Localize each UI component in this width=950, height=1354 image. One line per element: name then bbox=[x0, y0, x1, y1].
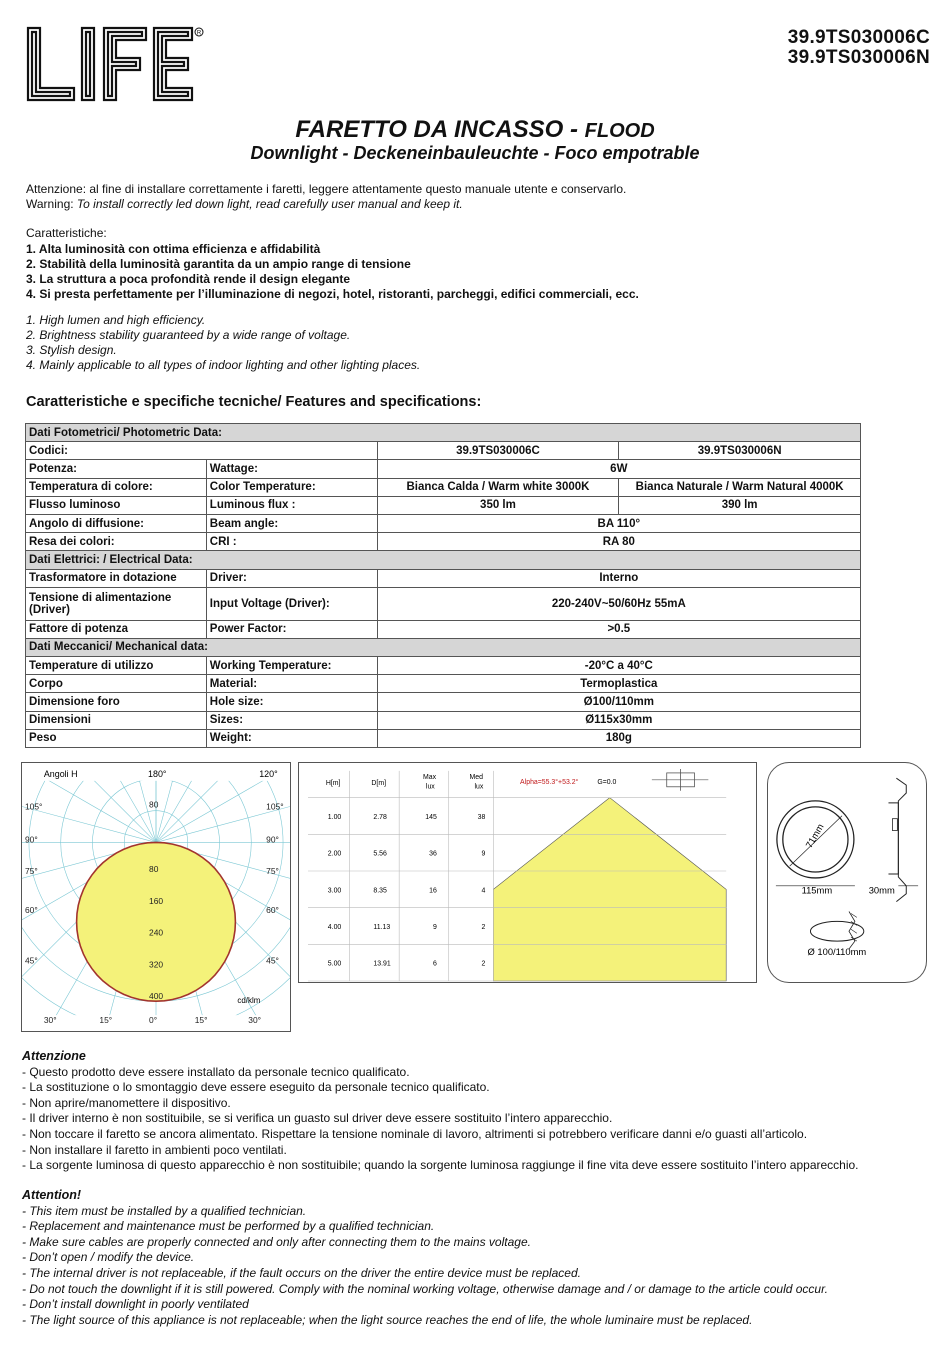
cell-max: 36 bbox=[429, 850, 437, 858]
warnings-it bbox=[22, 1049, 859, 1174]
cell-value: 220-240V~50/60Hz 55mA bbox=[377, 587, 860, 620]
dimension-drawing bbox=[767, 762, 927, 983]
cell-value: 390 lm bbox=[619, 496, 861, 514]
title-main: FARETTO DA INCASSO - bbox=[295, 116, 585, 143]
cell-label: Temperatura di colore: bbox=[26, 478, 207, 496]
table-row bbox=[26, 514, 861, 532]
product-code-c: 39.9TS030006C bbox=[787, 27, 930, 48]
cell-d: 5.56 bbox=[373, 850, 387, 858]
feature-it-4: 4. Si presta perfettamente per l’illuminazione di negozi, hotel, ristoranti, parcheggi, edifici commerciali, ecc. bbox=[26, 287, 639, 301]
cell-label: Angolo di diffusione: bbox=[26, 514, 207, 532]
cell-med: 2 bbox=[481, 960, 486, 968]
warning-en-line: - This item must be installed by a qualified technician. bbox=[22, 1203, 307, 1218]
dim-30: 30mm bbox=[868, 885, 895, 896]
cell-value: -20°C a 40°C bbox=[377, 657, 860, 675]
warning-en-line: - The light source of this appliance is not replaceable; when the light source reaches the end of life, the whole luminaire must be replaced. bbox=[22, 1312, 753, 1327]
cell-h: 1.00 bbox=[327, 813, 342, 821]
warning-it-line: - La sorgente luminosa di questo apparecchio è non sostituibile; quando la sorgente luminosa raggiunge il fine vita deve essere sostituito l’intero apparecchio. bbox=[22, 1158, 859, 1173]
header-med: Med bbox=[469, 773, 483, 781]
angle-label-right: 60° bbox=[266, 904, 279, 915]
title-flood: FLOOD bbox=[584, 120, 655, 142]
cell-label: Sizes: bbox=[206, 711, 377, 729]
angle-label-right: 75° bbox=[266, 866, 279, 877]
header-max: Max bbox=[422, 773, 437, 781]
warning-en-line: - Don’t install downlight in poorly ventilated bbox=[22, 1297, 249, 1312]
table-row bbox=[26, 424, 861, 442]
cell-label: Working Temperature: bbox=[206, 657, 377, 675]
cell-value: >0.5 bbox=[377, 620, 860, 638]
polar-chart bbox=[21, 762, 291, 1032]
angle-label-left: 75° bbox=[24, 866, 38, 877]
section-electrical: Dati Elettrici: / Electrical Data: bbox=[26, 551, 861, 569]
cell-value: 350 lm bbox=[377, 496, 619, 514]
angle-label-bottom: 0° bbox=[149, 1015, 158, 1026]
table-row bbox=[26, 442, 861, 460]
table-row bbox=[26, 638, 861, 656]
page-title bbox=[0, 116, 950, 144]
features-it bbox=[26, 226, 639, 302]
angle-label-left: 105° bbox=[24, 801, 43, 812]
cell-label: Dimensione foro bbox=[26, 693, 207, 711]
table-row bbox=[26, 657, 861, 675]
table-row bbox=[26, 620, 861, 638]
angle-label-bottom: 15° bbox=[194, 1015, 208, 1026]
dim-hole: Ø 100/110mm bbox=[807, 946, 867, 957]
warning-it-line: - Non installare il faretto in ambienti poco ventilati. bbox=[22, 1142, 287, 1157]
cell-value: Interno bbox=[377, 569, 860, 587]
warning-it-line: - Non toccare il faretto se ancora alimentato. Rispettare la tensione nominale di lavoro, altrimenti si potrebbero verificare danni e/o guasti all’articolo. bbox=[22, 1126, 808, 1141]
header-h: H[m] bbox=[325, 779, 341, 787]
product-code-n: 39.9TS030006N bbox=[787, 47, 930, 68]
table-row bbox=[26, 533, 861, 551]
warning-en-line: - Make sure cables are properly connected and only after connecting them to the mains voltage. bbox=[22, 1234, 531, 1249]
angle-label-right: 45° bbox=[266, 955, 279, 966]
cell-label: Fattore di potenza bbox=[26, 620, 207, 638]
dim-115: 115mm bbox=[801, 885, 833, 896]
radial-tick-label: 400 bbox=[149, 991, 164, 1002]
cell-max: 6 bbox=[432, 960, 437, 968]
angle-label-bottom: 30° bbox=[248, 1015, 262, 1026]
warnings-it-heading: Attenzione bbox=[22, 1049, 86, 1063]
cell-label: Codici: bbox=[26, 442, 378, 460]
cell-value: Termoplastica bbox=[377, 675, 860, 693]
cell-label: Input Voltage (Driver): bbox=[206, 587, 377, 620]
cell-label: Beam angle: bbox=[206, 514, 377, 532]
cell-label: Corpo bbox=[26, 675, 207, 693]
spec-table bbox=[25, 423, 861, 748]
angle-label-120: 120° bbox=[259, 768, 278, 779]
cell-h: 4.00 bbox=[327, 923, 342, 931]
radial-tick-label: 80 bbox=[149, 864, 159, 875]
cell-max: 9 bbox=[432, 923, 437, 931]
warnings-en-heading: Attention! bbox=[22, 1188, 82, 1202]
cell-label: Trasformatore in dotazione bbox=[26, 569, 207, 587]
cell-d: 8.35 bbox=[373, 887, 387, 895]
attention-text: al fine di installare correttamente i faretti, leggere attentamente questo manuale utente e conservarlo. bbox=[86, 182, 627, 196]
radial-tick-label: 240 bbox=[149, 927, 164, 938]
cell-h: 3.00 bbox=[327, 887, 342, 895]
angle-label-bottom: 30° bbox=[43, 1015, 57, 1026]
feature-it-3: 3. La struttura a poca profondità rende il design elegante bbox=[26, 272, 351, 286]
table-row bbox=[26, 496, 861, 514]
angle-label-bottom: 15° bbox=[99, 1015, 113, 1026]
header-d: D[m] bbox=[371, 779, 387, 787]
features-en bbox=[26, 313, 420, 373]
specs-title: Caratteristiche e specifiche tecniche/ Features and specifications: bbox=[26, 394, 482, 410]
page-subtitle: Downlight - Deckeneinbauleuchte - Foco empotrable bbox=[250, 143, 700, 163]
section-mechanical: Dati Meccanici/ Mechanical data: bbox=[26, 638, 861, 656]
cell-h: 5.00 bbox=[327, 960, 342, 968]
warning-it-line: - Non aprire/manomettere il dispositivo. bbox=[22, 1095, 231, 1110]
cell-label: Hole size: bbox=[206, 693, 377, 711]
illuminance-chart bbox=[298, 762, 757, 983]
table-row bbox=[26, 587, 861, 620]
warning-en-line: - The internal driver is not replaceable, if the fault occurs on the driver the entire device must be replaced. bbox=[22, 1265, 581, 1280]
cell-value: 180g bbox=[377, 729, 860, 747]
cell-d: 2.78 bbox=[373, 813, 387, 821]
features-heading: Caratteristiche: bbox=[26, 226, 107, 240]
cell-label: Peso bbox=[26, 729, 207, 747]
radial-tick-label: 80 bbox=[149, 799, 159, 810]
cell-label: Potenza: bbox=[26, 460, 207, 478]
attention-label: Attenzione: bbox=[26, 182, 87, 196]
warning-it-line: - La sostituzione o lo smontaggio deve essere eseguito da personale tecnico qualificato. bbox=[22, 1080, 490, 1095]
cell-value: 6W bbox=[377, 460, 860, 478]
table-row bbox=[26, 569, 861, 587]
feature-en-4: 4. Mainly applicable to all types of indoor lighting and other lighting places. bbox=[26, 358, 421, 372]
angle-label-180: 180° bbox=[148, 768, 167, 779]
cell-value: Ø115x30mm bbox=[377, 711, 860, 729]
warning-text: To install correctly led down light, read carefully user manual and keep it. bbox=[73, 197, 463, 211]
warning-en-line: - Don’t open / modify the device. bbox=[22, 1250, 195, 1265]
warning-it-line: - Questo prodotto deve essere installato da personale tecnico qualificato. bbox=[22, 1064, 410, 1079]
cell-d: 13.91 bbox=[373, 960, 391, 968]
table-row bbox=[26, 711, 861, 729]
cell-value: Ø100/110mm bbox=[377, 693, 860, 711]
cell-label: Flusso luminoso bbox=[26, 496, 207, 514]
alpha-label: Alpha=55.3°+53.2° bbox=[520, 778, 579, 786]
warning-en-line: - Do not touch the downlight if it is still powered. Comply with the nominal working voltage, otherwise damage and / or damage to the article could occur. bbox=[22, 1281, 828, 1296]
cell-label: Temperature di utilizzo bbox=[26, 657, 207, 675]
product-codes bbox=[788, 28, 930, 68]
cell-label: Color Temperature: bbox=[206, 478, 377, 496]
polar-spoke bbox=[156, 762, 259, 842]
cell-label: Material: bbox=[206, 675, 377, 693]
angle-label-right: 90° bbox=[266, 834, 279, 845]
cell-value: Bianca Naturale / Warm Natural 4000K bbox=[619, 478, 861, 496]
cell-med: 38 bbox=[477, 813, 486, 821]
table-row bbox=[26, 551, 861, 569]
radial-tick-label: 320 bbox=[149, 959, 164, 970]
feature-en-2: 2. Brightness stability guaranteed by a wide range of voltage. bbox=[26, 328, 351, 342]
cell-label: Driver: bbox=[206, 569, 377, 587]
cell-d: 11.13 bbox=[373, 923, 391, 931]
header-max-lux: lux bbox=[425, 783, 435, 791]
feature-en-3: 3. Stylish design. bbox=[26, 343, 117, 357]
cell-value: 39.9TS030006N bbox=[619, 442, 861, 460]
cell-h: 2.00 bbox=[327, 850, 342, 858]
table-row bbox=[26, 460, 861, 478]
table-row bbox=[26, 693, 861, 711]
dim-71: 71mm bbox=[803, 822, 826, 850]
cell-label: Resa dei colori: bbox=[26, 533, 207, 551]
cell-value: 39.9TS030006C bbox=[377, 442, 619, 460]
cell-label: Tensione di alimentazione (Driver) bbox=[26, 587, 207, 620]
intro bbox=[26, 182, 626, 212]
angle-label-left: 60° bbox=[24, 904, 38, 915]
polar-title: Angoli H bbox=[43, 768, 78, 779]
warnings-en bbox=[22, 1188, 828, 1328]
warning-en-line: - Replacement and maintenance must be performed by a qualified technician. bbox=[22, 1219, 435, 1234]
feature-it-1: 1. Alta luminosità con ottima efficienza e affidabilità bbox=[26, 242, 321, 256]
table-row bbox=[26, 729, 861, 747]
warning-it-line: - Il driver interno è non sostituibile, se si verifica un guasto sul driver deve essere sostituito l’intero apparecchio. bbox=[22, 1111, 613, 1126]
warning-label: Warning: bbox=[26, 197, 74, 211]
cell-value: RA 80 bbox=[377, 533, 860, 551]
cell-label: Wattage: bbox=[206, 460, 377, 478]
cell-value: Bianca Calda / Warm white 3000K bbox=[377, 478, 619, 496]
life-logo bbox=[26, 26, 206, 102]
light-cone bbox=[493, 798, 726, 981]
section-photometric: Dati Fotometrici/ Photometric Data: bbox=[26, 424, 861, 442]
cell-value: BA 110° bbox=[377, 514, 860, 532]
angle-label-left: 45° bbox=[24, 955, 38, 966]
table-row bbox=[26, 675, 861, 693]
cell-label: CRI : bbox=[206, 533, 377, 551]
table-row bbox=[26, 478, 861, 496]
polar-unit: cd/klm bbox=[237, 996, 261, 1006]
cell-med: 9 bbox=[481, 850, 486, 858]
cell-label: Dimensioni bbox=[26, 711, 207, 729]
angle-label-right: 105° bbox=[266, 801, 284, 812]
cell-max: 16 bbox=[429, 887, 437, 895]
radial-tick-label: 160 bbox=[149, 895, 164, 906]
cell-med: 4 bbox=[481, 887, 486, 895]
cell-label: Luminous flux : bbox=[206, 496, 377, 514]
feature-it-2: 2. Stabilità della luminosità garantita da un ampio range di tensione bbox=[26, 257, 411, 271]
cell-label: Power Factor: bbox=[206, 620, 377, 638]
angle-label-left: 90° bbox=[24, 834, 38, 845]
cell-label: Weight: bbox=[206, 729, 377, 747]
feature-en-1: 1. High lumen and high efficiency. bbox=[26, 313, 206, 327]
header-med-lux: lux bbox=[474, 783, 484, 791]
illuminance-grid bbox=[308, 769, 726, 981]
cell-max: 145 bbox=[425, 813, 437, 821]
cell-med: 2 bbox=[481, 923, 486, 931]
g-label: G=0.0 bbox=[597, 778, 617, 786]
svg-text:R: R bbox=[196, 30, 202, 37]
